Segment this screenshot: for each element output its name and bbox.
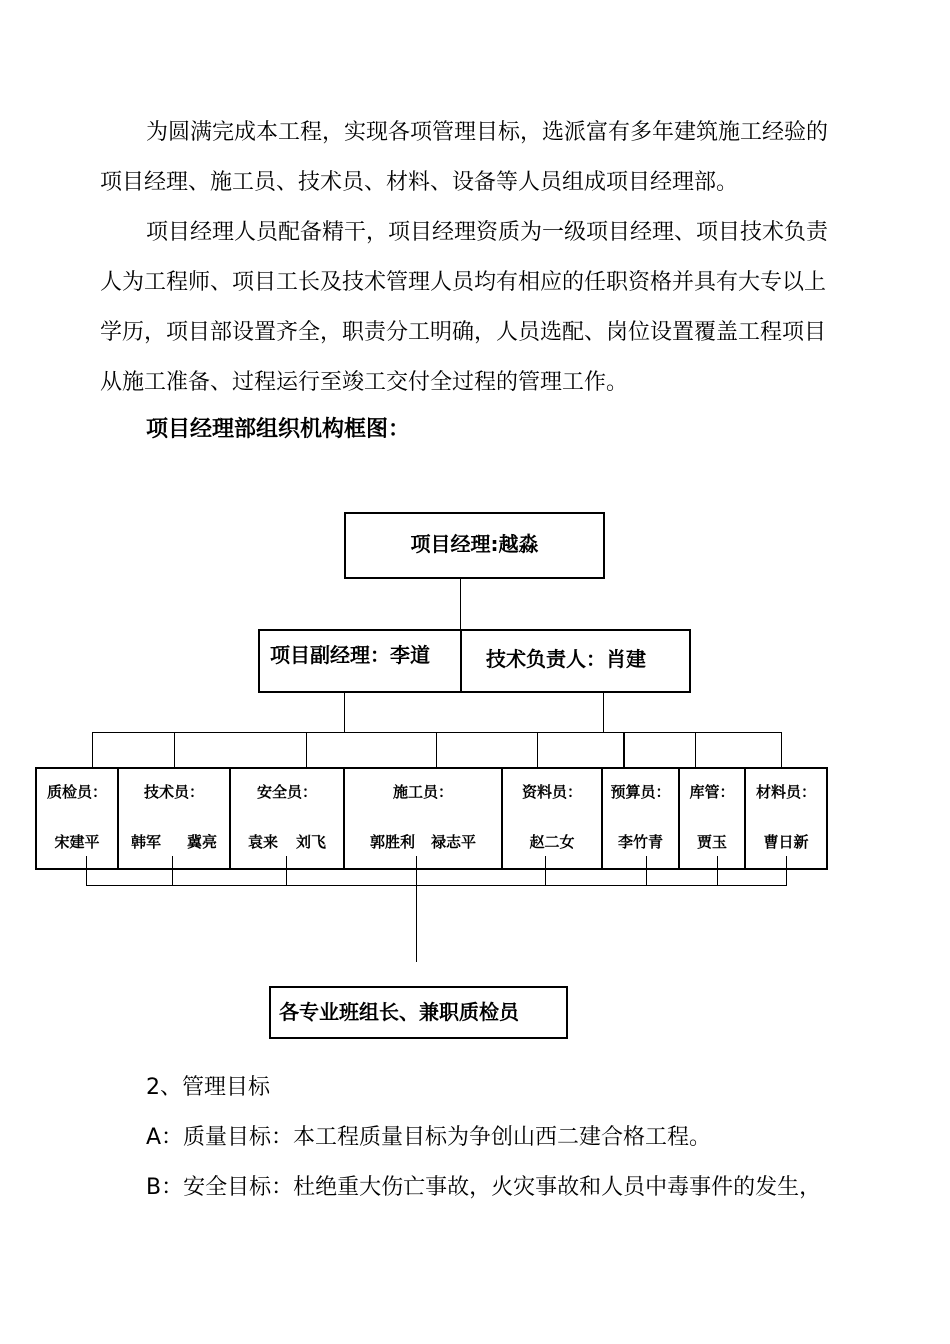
quality-goal: A：质量目标：本工程质量目标为争创山西二建合格工程。 bbox=[146, 1125, 712, 1150]
lower-bus-line bbox=[86, 885, 787, 886]
branch-drop-line bbox=[306, 732, 307, 768]
role-cell-budget-officer bbox=[603, 767, 680, 869]
branch-drop-line bbox=[436, 732, 437, 768]
role-label: 质检员： bbox=[46, 783, 107, 801]
connector-line bbox=[545, 856, 546, 886]
text-line: 项目经理、施工员、技术员、材料、设备等人员组成项目经理部。 bbox=[100, 170, 739, 195]
connector-line bbox=[286, 856, 287, 886]
staff-name: 禄志平 bbox=[431, 833, 477, 851]
role-cell-documentation-clerk bbox=[503, 767, 603, 869]
text-line: 从施工准备、过程运行至竣工交付全过程的管理工作。 bbox=[100, 370, 629, 395]
role-label: 安全员： bbox=[256, 783, 317, 801]
connector-line bbox=[86, 856, 87, 886]
intro-paragraph-1 bbox=[100, 108, 840, 208]
staff-name: 曹日新 bbox=[763, 833, 809, 851]
deputy-techlead-box bbox=[258, 629, 691, 693]
staff-name: 李竹青 bbox=[617, 833, 663, 851]
tech-lead-label: 技术负责人：肖建 bbox=[486, 647, 646, 671]
deputy-manager-label: 项目副经理：李道 bbox=[270, 643, 430, 667]
staff-name: 赵二女 bbox=[529, 833, 575, 851]
text-line: 为圆满完成本工程，实现各项管理目标，选派富有多年建筑施工经验的 bbox=[146, 120, 829, 145]
branch-drop-line bbox=[623, 732, 625, 768]
org-chart-heading: 项目经理部组织机构框图： bbox=[146, 417, 411, 442]
branch-bus-line bbox=[92, 732, 782, 733]
connector-line bbox=[460, 579, 461, 630]
role-cell-warehouse-keeper bbox=[680, 767, 746, 869]
connector-line bbox=[344, 693, 345, 733]
role-cell-technician bbox=[119, 767, 231, 869]
goals-section-title: 2、管理目标 bbox=[146, 1075, 270, 1100]
text-line: 人为工程师、项目工长及技术管理人员均有相应的任职资格并具有大专以上 bbox=[100, 270, 827, 295]
role-cell-safety-officer bbox=[231, 767, 345, 869]
role-label: 库管： bbox=[689, 783, 735, 801]
staff-name: 袁来 bbox=[247, 833, 278, 851]
text-line: 项目经理人员配备精干，项目经理资质为一级项目经理、项目技术负责 bbox=[146, 220, 829, 245]
staff-name: 刘飞 bbox=[296, 833, 327, 851]
role-cell-quality-inspector bbox=[37, 767, 119, 869]
branch-drop-line bbox=[92, 732, 93, 768]
staff-name: 郭胜利 bbox=[369, 833, 415, 851]
connector-line bbox=[172, 856, 173, 886]
team-leaders-box bbox=[269, 986, 568, 1039]
staff-name: 贾玉 bbox=[696, 833, 727, 851]
connector-line bbox=[603, 693, 604, 733]
manager-label: 项目经理:越淼 bbox=[410, 532, 539, 556]
branch-drop-line bbox=[695, 732, 696, 768]
manager-box bbox=[344, 512, 605, 579]
role-label: 资料员： bbox=[521, 783, 582, 801]
connector-line bbox=[786, 856, 787, 886]
text-line: 学历，项目部设置齐全，职责分工明确，人员选配、岗位设置覆盖工程项目 bbox=[100, 320, 827, 345]
role-label: 技术员： bbox=[143, 783, 204, 801]
team-leaders-label: 各专业班组长、兼职质检员 bbox=[279, 1000, 519, 1024]
connector-line bbox=[416, 885, 417, 962]
staff-name: 韩军 bbox=[130, 833, 161, 851]
connector-line bbox=[416, 856, 417, 886]
safety-goal: B：安全目标：杜绝重大伤亡事故，火灾事故和人员中毒事件的发生， bbox=[146, 1175, 822, 1200]
role-label: 施工员： bbox=[392, 783, 453, 801]
staff-name: 宋建平 bbox=[54, 833, 100, 851]
role-cell-construction-worker bbox=[345, 767, 503, 869]
role-cell-materials-officer bbox=[746, 767, 826, 869]
intro-paragraph-2 bbox=[100, 208, 840, 408]
branch-drop-line bbox=[174, 732, 175, 768]
box-divider bbox=[460, 631, 462, 691]
branch-drop-line bbox=[537, 732, 538, 768]
staff-name: 冀亮 bbox=[187, 833, 218, 851]
role-label: 材料员： bbox=[755, 783, 816, 801]
connector-line bbox=[717, 856, 718, 886]
role-label: 预算员： bbox=[610, 783, 671, 801]
connector-line bbox=[646, 856, 647, 886]
branch-drop-line bbox=[781, 732, 782, 768]
